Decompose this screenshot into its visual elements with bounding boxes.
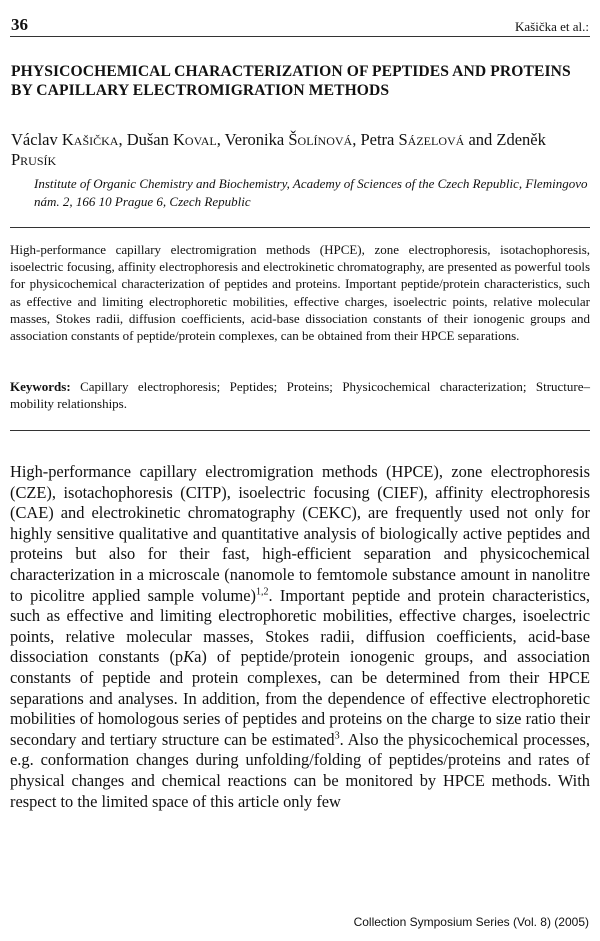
abstract: High-performance capillary electromigration methods (HPCE), zone electrophoresis, isotachophoresis, isoelectric focusing, affinity electrophoresis and electrokinetic chromatography, are presented as powerful tools for physicochemical characterization of peptides and proteins. Important peptide/protein characteristics, such as effective and limiting electrophoretic mobilities, effective charges, isoelectric points, relative molecular masses, Stokes radii, diffusion coefficients, acid-base dissociation constants of their ionogenic groups and association constants of peptide/protein complexes, can be obtained from their HPCE separations. [10,242,590,344]
keywords-label: Keywords: [10,379,71,394]
author-surname: Sázelová [398,130,465,149]
keywords [10,378,590,412]
citation-ref: 1,2 [255,586,269,598]
affiliation: Institute of Organic Chemistry and Biochemistry, Academy of Sciences of the Czech Republic, Flemingovo nám. 2, 166 10 Prague 6, Czech Republic [34,176,588,209]
author-surname: Šolínová [288,130,353,149]
citation-ref: 3 [334,730,340,742]
running-head: Kašička et al.: [515,19,589,34]
author-surname: Prusík [11,150,57,169]
author-conjunction: and [468,130,493,149]
paper-title: PHYSICOCHEMICAL CHARACTERIZATION OF PEPTIDES AND PROTEINS BY CAPILLARY ELECTROMIGRATION METHODS [11,63,571,99]
author-given-name: Václav [11,130,58,149]
page-number: 36 [11,15,28,34]
keywords-text: Capillary electrophoresis; Peptides; Proteins; Physicochemical characterization; Structure–mobility relationships. [10,379,590,412]
page-footer: Collection Symposium Series (Vol. 8) (2005) [353,915,589,929]
author-list: Václav Kašička, Dušan Koval, Veronika Šolínová, Petra Sázelová and Zdeněk Prusík [11,130,546,169]
author-given-name: Zdeněk [496,130,546,149]
author-given-name: Veronika [224,130,285,149]
author-given-name: Dušan [126,130,169,149]
abstract-rule-bottom [10,430,590,431]
author-surname: Koval [173,130,217,149]
body-paragraph: High-performance capillary electromigration methods (HPCE), zone electrophoresis (CZE), isotachophoresis (CITP), isoelectric focusing (CIEF), affinity electrophoresis (CAE) and electrokinetic chromatography (CEKC), are frequently used not only for highly sensitive qualitative and quantitative analysis of biologically active peptides and proteins but also for their fast, high-efficient separation and physicochemical characterization in a microscale (nanomole to femtomole substance amount in nanolitre to picolitre applied sample volume)$^{1,2}$. Important peptide and protein characteristics, such as effective and limiting electrophoretic mobilities, effective charges, isoelectric points, relative molecular masses, Stokes radii, diffusion coefficients, acid-base dissociation constants (pKa) of peptide/protein ionogenic groups, and association constants of peptide and protein complexes, can be determined from their HPCE separations and analyses. In addition, from the dependence of effective electrophoretic mobilities of homologous series of peptides and proteins on the charge to size ratio their secondary and tertiary structure can be estimated$^3$. Also the physicochemical processes, e.g. conformation changes during unfolding/folding of peptides/proteins and rates of physical changes and chemical reactions can be monitored by HPCE methods. With respect to the limited space of this article only few [10,462,591,811]
page-header [10,14,590,37]
author-given-name: Petra [360,130,395,149]
author-surname: Kašička [61,130,119,149]
abstract-rule-top [10,227,590,228]
